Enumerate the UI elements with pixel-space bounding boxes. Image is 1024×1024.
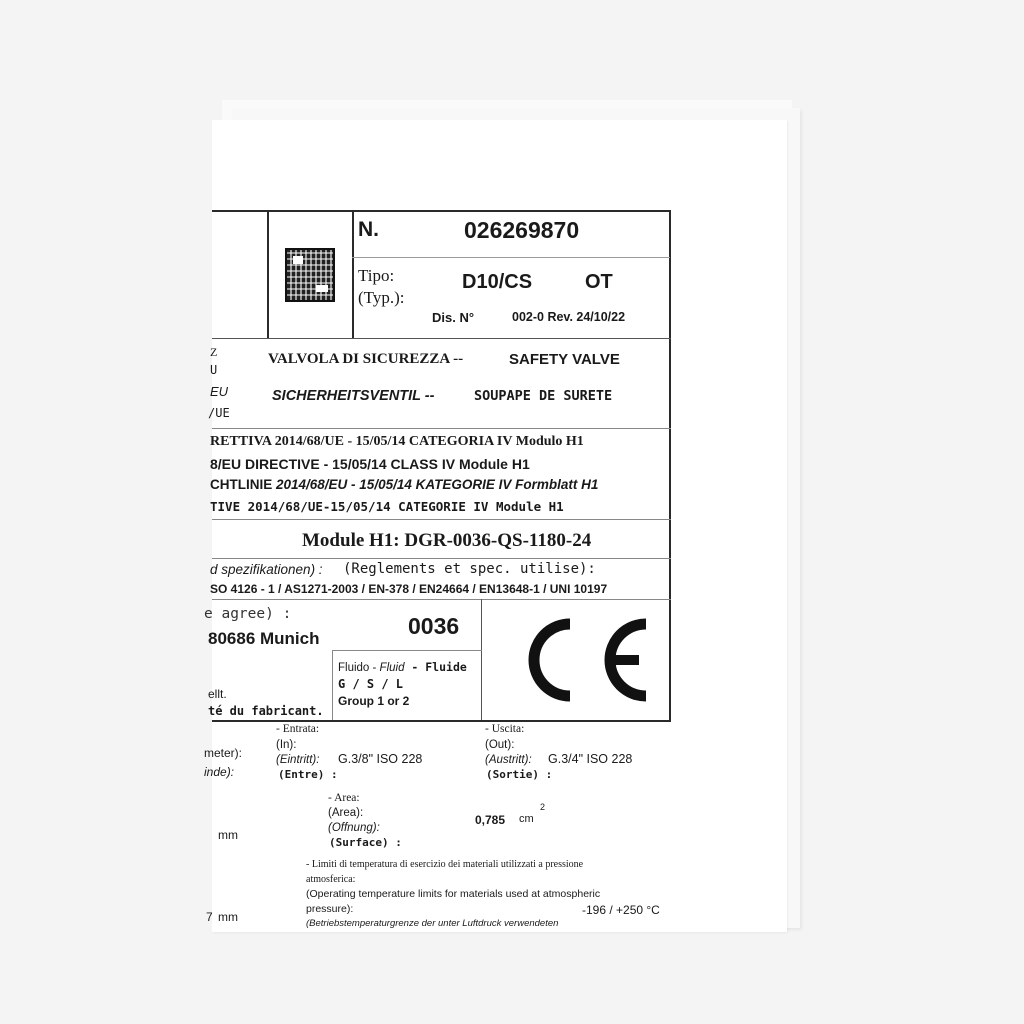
temperature-label-de-1: (Betriebstemperaturgrenze der unter Luftdruck verwendeten [306, 918, 559, 929]
serial-label: N. [358, 218, 379, 241]
inlet-label-de: (Eintritt): [276, 754, 320, 766]
product-name-de: SICHERHEITSVENTIL -- [272, 388, 435, 404]
standards-label-fr: (Reglements et spec. utilise): [343, 561, 596, 577]
divider-v-ce [481, 599, 482, 721]
product-name-fr: SOUPAPE DE SURETE [474, 388, 613, 404]
area-unit-exponent: 2 [540, 802, 546, 812]
standards-label-de: d spezifikationen) : [210, 562, 323, 577]
area-unit: cm [519, 813, 534, 825]
outlet-label-fr: (Sortie) : [486, 768, 553, 781]
table-right-border [669, 210, 671, 721]
drawing-label: Dis. N° [432, 310, 475, 325]
ce-mark-icon [506, 614, 654, 706]
directive-it: RETTIVA 2014/68/UE - 15/05/14 CATEGORIA IV Modulo H1 [210, 434, 584, 449]
outlet-label-it: - Uscita: [485, 723, 525, 735]
divider-h-standards [212, 558, 671, 559]
divider-v-1 [267, 210, 269, 338]
standards-list: SO 4126 - 1 / AS1271-2003 / EN-378 / EN24664 / EN13648-1 / UNI 10197 [210, 582, 608, 596]
left-fragment-2: U [210, 363, 218, 377]
left-fragment-inde: inde): [204, 765, 235, 779]
left-unit-mm-1: mm [218, 828, 238, 842]
area-value: 0,785 [475, 813, 506, 827]
inlet-label-it: - Entrata: [276, 723, 320, 735]
notified-body-label: e agree) : [204, 606, 292, 622]
inlet-label-en: (In): [276, 739, 297, 751]
notified-body-city: 80686 Munich [208, 629, 320, 648]
product-name-en: SAFETY VALVE [509, 351, 620, 368]
divider-h-product [212, 338, 671, 339]
typ-label: (Typ.): [358, 288, 405, 307]
product-name-it: VALVOLA DI SICUREZZA -- [268, 351, 464, 367]
manufacturer-de-fragment: ellt. [208, 687, 227, 701]
valve-label-document [204, 120, 787, 932]
temperature-label-it-1: - Limiti di temperatura di esercizio dei materiali utilizzati a pressione [306, 859, 584, 870]
divider-h-fluid [332, 650, 482, 651]
left-fragment-3: EU [210, 384, 229, 399]
table-bottom-border [212, 720, 671, 722]
module-certificate: Module H1: DGR-0036-QS-1180-24 [302, 530, 592, 551]
left-fragment-1: Z [210, 345, 218, 359]
area-label-de: (Offnung): [328, 822, 380, 834]
datamatrix-code-icon [285, 248, 335, 302]
area-label-fr: (Surface) : [329, 836, 402, 849]
temperature-label-it-2: atmosferica: [306, 874, 356, 885]
serial-number: 026269870 [464, 217, 580, 243]
fluid-states: G / S / L [338, 677, 404, 691]
drawing-value: 002-0 Rev. 24/10/22 [512, 310, 626, 324]
divider-h-body [212, 599, 671, 600]
left-fragment-7: 7 [206, 910, 213, 924]
temperature-value: -196 / +250 °C [582, 903, 660, 917]
divider-h-directives [212, 428, 671, 429]
left-unit-mm-2: mm [218, 910, 238, 924]
directive-en: 8/EU DIRECTIVE - 15/05/14 CLASS IV Module H1 [210, 456, 530, 472]
divider-v-2 [352, 210, 354, 338]
directive-de: CHTLINIE 2014/68/EU - 15/05/14 KATEGORIE IV Formblatt H1 [210, 477, 599, 492]
left-fragment-diameter: meter): [204, 746, 243, 760]
area-label-en: (Area): [328, 807, 364, 819]
area-label-it: - Area: [328, 792, 360, 804]
left-fragment-4: /UE [208, 406, 230, 420]
table-top-border [212, 210, 671, 212]
type-suffix: OT [585, 271, 613, 293]
directive-fr: TIVE 2014/68/UE-15/05/14 CATEGORIE IV Module H1 [210, 499, 564, 514]
inlet-label-fr: (Entre) : [278, 768, 338, 781]
divider-v-fluid [332, 650, 333, 721]
notified-body-number: 0036 [408, 613, 460, 639]
fluid-group: Group 1 or 2 [338, 694, 410, 708]
tipo-label: Tipo: [358, 266, 395, 285]
fluid-label: Fluido - Fluid - Fluide [338, 660, 467, 674]
type-value: D10/CS [462, 271, 533, 293]
temperature-label-en-1: (Operating temperature limits for materials used at atmospheric [306, 888, 601, 900]
inlet-value: G.3/8" ISO 228 [338, 752, 423, 766]
divider-h-n [352, 257, 670, 258]
temperature-label-en-2: pressure): [306, 903, 354, 915]
outlet-label-en: (Out): [485, 739, 515, 751]
divider-h-module [212, 519, 671, 520]
outlet-value: G.3/4" ISO 228 [548, 752, 633, 766]
outlet-label-de: (Austritt): [485, 754, 532, 766]
manufacturer-fr-label: té du fabricant. [208, 704, 324, 718]
